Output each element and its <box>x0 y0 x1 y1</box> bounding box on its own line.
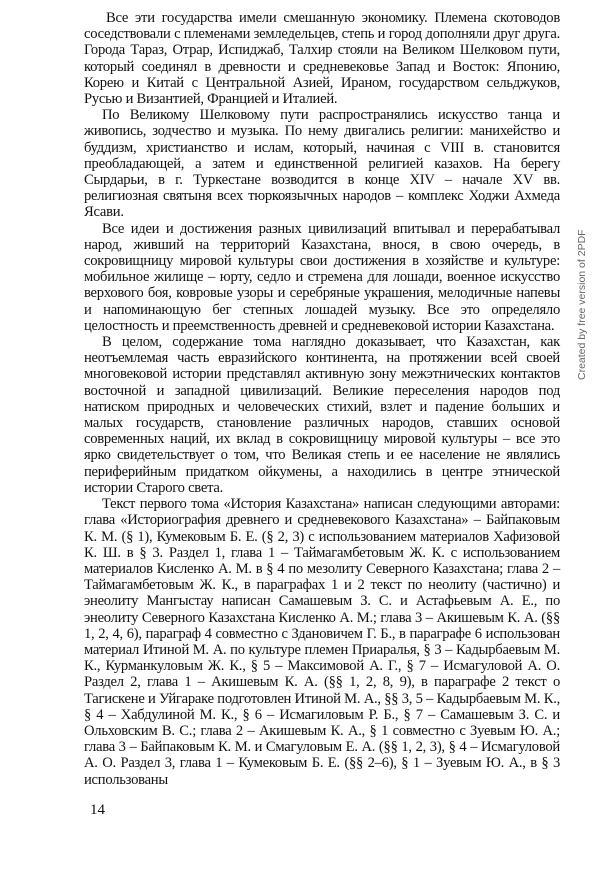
paragraph-3: Все идеи и достижения разных цивилизаций впитывал и перерабатывал народ, живший на территорий Казахстана, внося, в свою очередь, в сокровищницу мировой культуры свои достижения в хозяйстве и культуре: мобильное жилище – юрту, седло и стремена для лошади, военное искусство верхового боя, ковровые узоры и серебряные украшения, мелодичные напевы и напоминающую бег степных лошадей музыку. Все это определяло целостность и преемственность древней и средневековой истории Казахстана. <box>84 220 560 334</box>
paragraph-2: По Великому Шелковому пути распространялись искусство танца и живопись, зодчество и музыка. По нему двигались религии: манихейство и буддизм, христианство и ислам, который, начиная с VIII в. становится преобладающей, а затем и единственной религией казахов. На берегу Сырдарьи, в г. Туркестане возводится в конце XIV – начале XV вв. религиозная святыня всех тюркоязычных народов – комплекс Ходжи Ахмеда Ясави. <box>84 107 560 221</box>
page-text <box>84 10 560 788</box>
page-number: 14 <box>90 802 105 818</box>
paragraph-5: Текст первого тома «История Казахстана» написан следующими авторами: глава «Историография древнего и средневекового Казахстана» – Байпаковым К. М. (§ 1), Кумековым Б. Е. (§ 2, 3) с использованием материалов Хафизовой К. Ш. в § 3. Раздел 1, глава 1 – Таймагамбетовым Ж. К. с использованием материалов Кисленко А. М. в § 4 по мезолиту Северного Казахстана; глава 2 – Таймагамбетовым Ж. К., в параграфах 1 и 2 текст по неолиту (частично) и энеолиту Мангыстау написан Самашевым З. С. и Астафьевым А. Е., по энеолиту Северного Казахстана Кисленко А. М.; глава 3 – Акишевым К. А. (§§ 1, 2, 4, 6), параграф 4 совместно с Здановичем Г. Б., в параграфе 6 использован материал Итиной М. А. по культуре племен Приаралья, § 3 – Кадырбаевым М. К., Курманкуловым Ж. К., § 5 – Максимовой А. Г., § 7 – Исмагуловой А. О. Раздел 2, глава 1 – Акишевым К. А. (§§ 1, 2, 8, 9), в параграфе 2 текст о Тагискене и Уйгараке подготовлен Итиной М. А., §§ 3, 5 – Кадырбаевым М. К., § 4 – Хабдулиной М. К., § 6 – Исмагиловым Р. Б., § 7 – Самашевым З. С. и Ольховским В. С.; глава 2 – Акишевым К. А., § 1 совместно с Зуевым Ю. А.; глава 3 – Байпаковым К. М. и Смагуловым Е. А. (§§ 1, 2, 3), § 4 – Исмагуловой А. О. Раздел 3, глава 1 – Кумековым Б. Е. (§§ 2–6), § 1 – Зуевым Ю. А., в § 3 использованы <box>84 496 560 788</box>
paragraph-4: В целом, содержание тома наглядно доказывает, что Казахстан, как неотъемлемая часть евразийского континента, на протяжении всей своей многовековой истории представлял активную зону межэтнических контактов восточной и западной цивилизаций. Великие переселения народов под натиском природных и человеческих стихий, взлет и падение больших и малых государств, становление различных народов, ставших основой современных наций, их вклад в сокровищницу мировой культуры – все это ярко свидетельствует о том, что Великая степь и ее население не являлись периферийным придатком ойкумены, а находились в центре этнической истории Старого света. <box>84 334 560 496</box>
paragraph-1: Все эти государства имели смешанную экономику. Племена скотоводов соседствовали с племенами земледельцев, степь и город дополняли друг друга. Города Тараз, Отрар, Испиджаб, Талхир стояли на Великом Шелковом пути, который соединял в древности и средневековье Запад и Восток: Японию, Корею и Китай с Центральной Азией, Ираном, государством сельджуков, Русью и Византией, Францией и Италией. <box>84 10 560 108</box>
